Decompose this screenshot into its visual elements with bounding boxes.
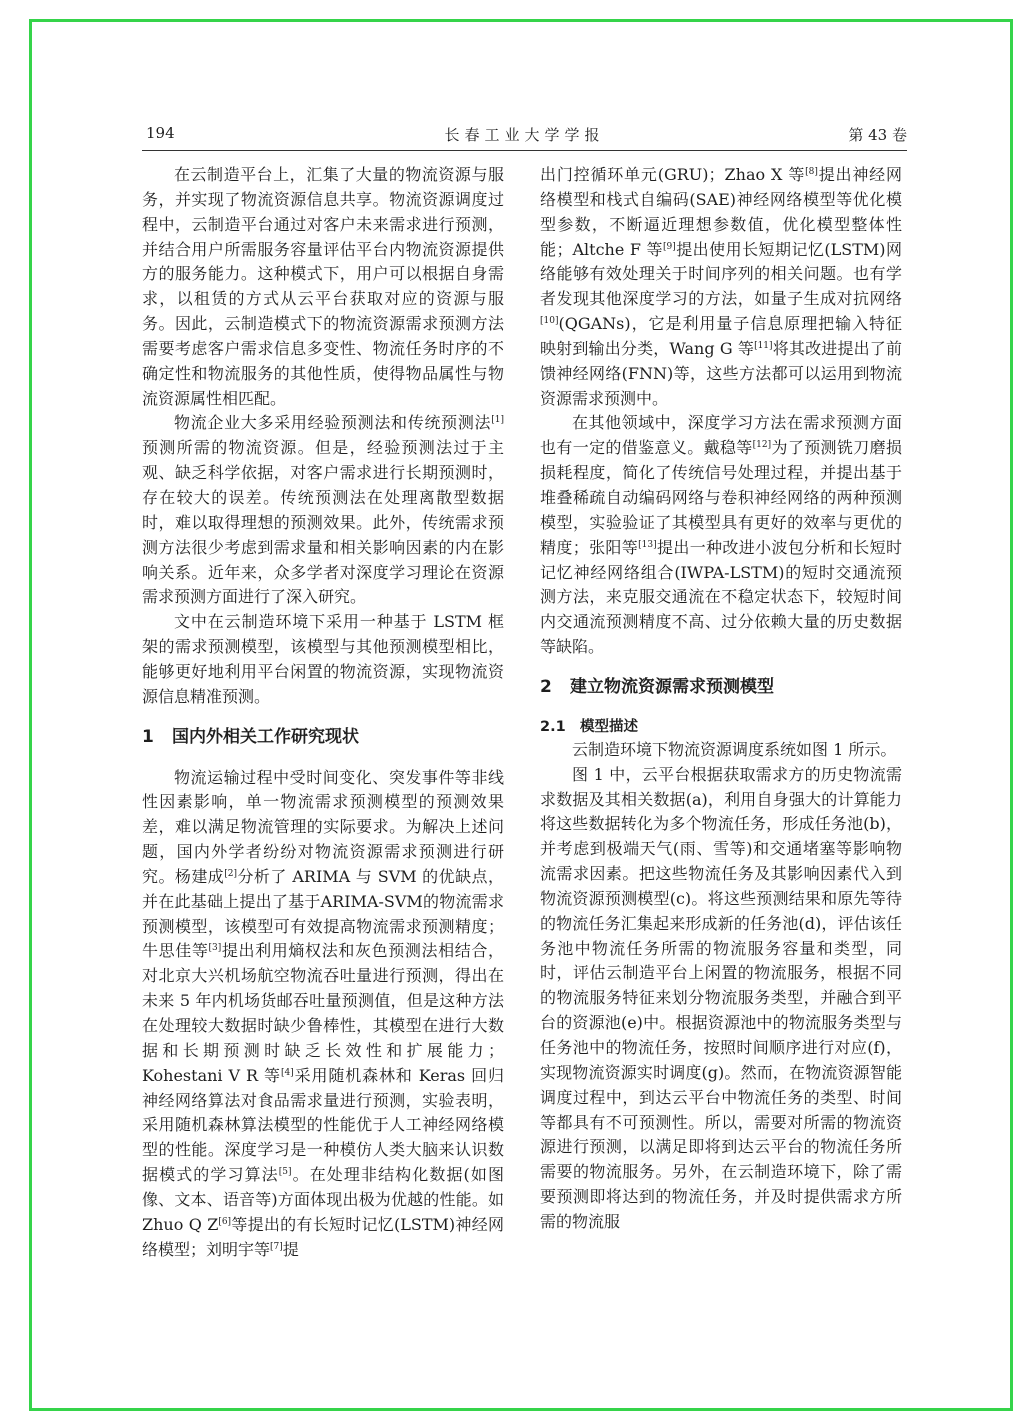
citation: [12]	[752, 440, 772, 451]
paragraph: 在云制造平台上，汇集了大量的物流资源与服务，并实现了物流资源信息共享。物流资源调度过程中，云制造平台通过对客户未来需求进行预测，并结合用户所需服务容量评估平台内物流资源提供方的服务能力。这种模式下，用户可以根据自身需求，以租赁的方式从云平台获取对应的资源与服务。因此，云制造模式下的物流资源需求预测方法需要考虑客户需求信息多变性、物流任务时序的不确定性和物流服务的其他性质，使得物品属性与物流资源属性相匹配。	[142, 165, 504, 408]
running-header	[142, 122, 907, 151]
volume-label: 第 43 卷	[848, 126, 907, 144]
citation: [1]	[491, 415, 504, 426]
citation: [5]	[278, 1167, 292, 1178]
citation: [6]	[218, 1216, 232, 1227]
page-number: 194	[146, 124, 175, 142]
subsection-heading: 2.1 模型描述	[540, 718, 638, 735]
right-column	[540, 163, 902, 1235]
citation: [2]	[224, 868, 238, 879]
paragraph: 出门控循环单元(GRU)；Zhao X 等[8]提出神经网络模型和栈式自编码(SAE)神经网络模型等优化模型参数，不断逼近理想参数值，优化模型整体性能；Altche F 等[9]提出使用长短期记忆(LSTM)网络能够有效处理关于时间序列的相关问题。也有学者发现其他深度学习的方法，如量子生成对抗网络[10](QGANs)，它是利用量子信息原理把输入特征映射到输出分类，Wang G 等[11]将其改进提出了前馈神经网络(FNN)等，这些方法都可以运用到物流资源需求预测中。	[540, 165, 902, 408]
paragraph: 物流运输过程中受时间变化、突发事件等非线性因素影响，单一物流需求预测模型的预测效果差，难以满足物流管理的实际要求。为解决上述问题，国内外学者纷纷对物流资源需求预测进行研究。杨建成[2]分析了 ARIMA 与 SVM 的优缺点，并在此基础上提出了基于ARIMA-SVM的物流需求预测模型，该模型可有效提高物流需求预测精度；牛思佳等[3]提出利用熵权法和灰色预测法相结合，对北京大兴机场航空物流吞吐量进行预测，得出在未来 5 年内机场货邮吞吐量预测值，但是这种方法在处理较大数据时缺少鲁棒性，其模型在进行大数据和长期预测时缺乏长效性和扩展能力；Kohestani V R 等[4]采用随机森林和 Keras 回归神经网络算法对食品需求量进行预测，实验表明，采用随机森林算法模型的性能优于人工神经网络模型的性能。深度学习是一种模仿人类大脑来认识数据模式的学习算法[5]。在处理非结构化数据(如图像、文本、语音等)方面体现出极为优越的性能。如 Zhuo Q Z[6]等提出的有长短时记忆(LSTM)神经网络模型；刘明宇等[7]提	[142, 767, 504, 1259]
citation: [8]	[805, 167, 818, 177]
citation: [11]	[754, 340, 773, 351]
citation: [9]	[662, 241, 676, 252]
section-heading: 1 国内外相关工作研究现状	[142, 726, 359, 747]
paragraph: 图 1 中，云平台根据获取需求方的历史物流需求数据及其相关数据(a)，利用自身强大的计算能力将这些数据转化为多个物流任务，形成任务池(b)，并考虑到极端天气(雨、雪等)和交通堵塞等影响物流需求因素。把这些物流任务及其影响因素代入到物流资源预测模型(c)。将这些预测结果和原先等待的物流任务汇集起来形成新的任务池(d)，评估该任务池中物流任务所需的物流服务容量和类型，同时，评估云制造平台上闲置的物流服务，根据不同的物流服务特征来划分物流服务类型，并融合到平台的资源池(e)中。根据资源池中的物流服务类型与任务池中的物流任务，按照时间顺序进行对应(f)，实现物流资源实时调度(g)。然而，在物流资源智能调度过程中，到达云平台中物流任务的类型、时间等都具有不可预测性。所以，需要对所需的物流资源进行预测，以满足即将到达云平台的物流任务所需要的物流服务。另外，在云制造环境下，除了需要预测即将达到的物流任务，并及时提供需求方所需的物流服	[540, 764, 902, 1231]
paragraph: 云制造环境下物流资源调度系统如图 1 所示。	[572, 739, 897, 759]
paragraph: 文中在云制造环境下采用一种基于 LSTM 框架的需求预测模型，该模型与其他预测模型相比，能够更好地利用平台闲置的物流资源，实现物流资源信息精准预测。	[142, 612, 504, 706]
citation: [4]	[280, 1067, 294, 1078]
citation: [3]	[208, 943, 222, 954]
section-heading: 2 建立物流资源需求预测模型	[540, 676, 774, 697]
citation: [10]	[540, 316, 559, 327]
paragraph: 物流企业大多采用经验预测法和传统预测法[1]预测所需的物流资源。但是，经验预测法过于主观、缺乏科学依据，对客户需求进行长期预测时，存在较大的误差。传统预测法在处理离散型数据时，难以取得理想的预测效果。此外，传统需求预测方法很少考虑到需求量和相关影响因素的内在影响关系。近年来，众多学者对深度学习理论在资源需求预测方面进行了深入研究。	[142, 413, 504, 607]
paragraph: 在其他领域中，深度学习方法在需求预测方面也有一定的借鉴意义。戴稳等[12]为了预测铣刀磨损损耗程度，简化了传统信号处理过程，并提出基于堆叠稀疏自动编码网络与卷积神经网络的两种预测模型，实验验证了其模型具有更好的效率与更优的精度；张阳等[13]提出一种改进小波包分析和长短时记忆神经网络组合(IWPA-LSTM)的短时交通流预测方法，来克服交通流在不稳定状态下，较短时间内交通流预测精度不高、过分依赖大量的历史数据等缺陷。	[540, 413, 902, 657]
journal-title: 长春工业大学学报	[444, 126, 605, 144]
citation: [7]	[270, 1241, 283, 1252]
citation: [13]	[638, 539, 657, 550]
left-column	[142, 163, 504, 1262]
